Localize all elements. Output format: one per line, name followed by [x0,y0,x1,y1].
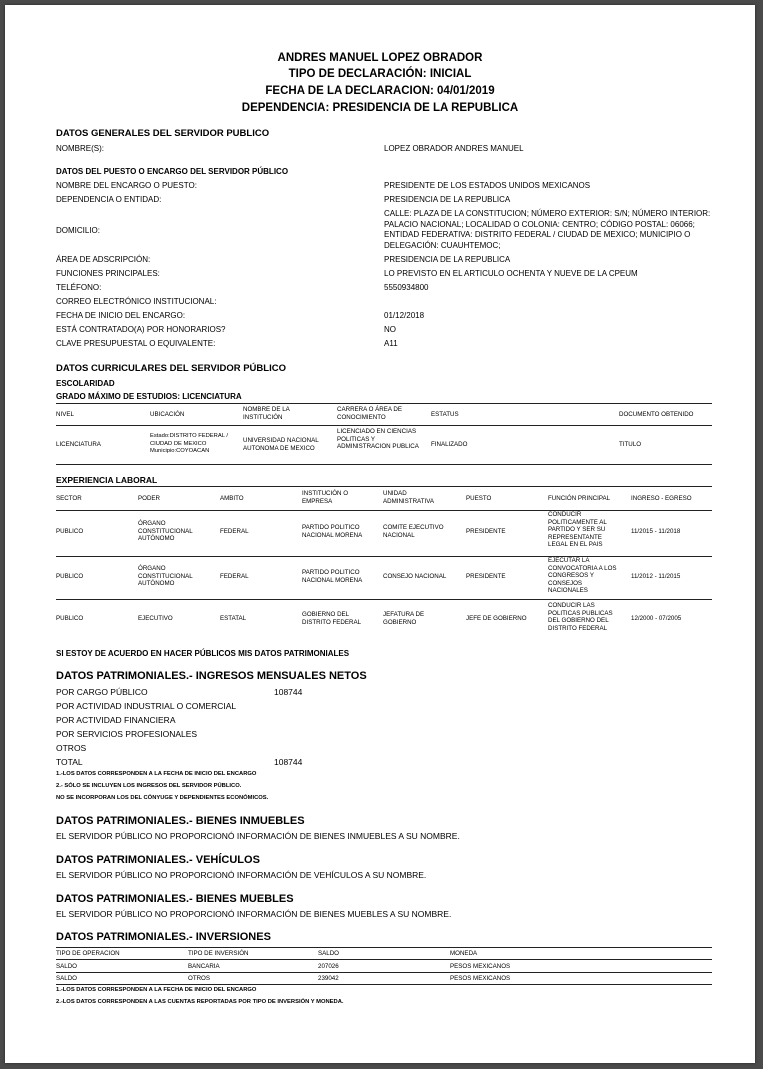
field-value: PRESIDENCIA DE LA REPUBLICA [384,255,511,264]
income-total-value: 108744 [274,757,303,767]
field-value: 5550934800 [384,283,429,292]
column-header: ESTATUS [431,411,459,418]
field-value: NO [384,325,396,334]
column-header: SECTOR [56,495,82,502]
field-value-nombre: LOPEZ OBRADOR ANDRES MANUEL [384,144,524,153]
column-header: CARRERA O ÁREA DE CONOCIMIENTO [337,406,402,421]
table-rule [56,425,712,426]
field-label: NOMBRE DEL ENCARGO O PUESTO: [56,181,197,190]
muebles-text: EL SERVIDOR PÚBLICO NO PROPORCIONÓ INFORMACIÓN DE BIENES MUEBLES A SU NOMBRE. [56,909,452,919]
field-value: PRESIDENTE DE LOS ESTADOS UNIDOS MEXICANOS [384,181,591,190]
grado-maximo: GRADO MÁXIMO DE ESTUDIOS: LICENCIATURA [56,392,242,401]
column-header: DOCUMENTO OBTENIDO [619,411,694,418]
section-title-puesto: DATOS DEL PUESTO O ENCARGO DEL SERVIDOR PÚBLICO [56,167,289,176]
table-cell: SALDO [56,975,77,982]
section-title-experiencia: EXPERIENCIA LABORAL [56,475,158,485]
declaration-page [5,5,755,1063]
field-value: LO PREVISTO EN EL ARTICULO OCHENTA Y NUEVE DE LA CPEUM [384,269,638,278]
table-cell: FEDERAL [220,573,249,580]
field-value: PRESIDENCIA DE LA REPUBLICA [384,195,511,204]
declaration-type: TIPO DE DECLARACIÓN: INICIAL [288,68,472,80]
table-cell: PARTIDO POLITICO NACIONAL MORENA [302,524,363,539]
table-cell: ÓRGANO CONSTITUCIONAL AUTÓNOMO [138,565,193,587]
vehiculos-text: EL SERVIDOR PÚBLICO NO PROPORCIONÓ INFORMACIÓN DE VEHÍCULOS A SU NOMBRE. [56,870,427,880]
inmuebles-text: EL SERVIDOR PÚBLICO NO PROPORCIONÓ INFORMACIÓN DE BIENES INMUEBLES A SU NOMBRE. [56,831,460,841]
table-cell: CONDUCIR LAS POLITICAS PUBLICAS DEL GOBIERNO DEL DISTRITO FEDERAL [548,602,613,632]
section-title-vehiculos: DATOS PATRIMONIALES.- VEHÍCULOS [56,854,260,866]
section-title-inversiones: DATOS PATRIMONIALES.- INVERSIONES [56,931,271,943]
section-title-ingresos: DATOS PATRIMONIALES.- INGRESOS MENSUALES NETOS [56,670,367,682]
table-cell: PUBLICO [56,573,84,580]
footnote: NO SE INCORPORAN LOS DEL CÓNYUGE Y DEPENDIENTES ECONÓMICOS. [56,795,269,801]
table-cell: PRESIDENTE [466,573,506,580]
table-rule [56,972,712,973]
column-header: FUNCIÓN PRINCIPAL [548,495,611,502]
column-header: UBICACIÓN [150,411,185,418]
income-label: POR SERVICIOS PROFESIONALES [56,729,198,739]
table-cell: PUBLICO [56,615,84,622]
table-cell: 11/2015 - 11/2018 [631,528,681,535]
field-label: CORREO ELECTRÓNICO INSTITUCIONAL: [56,297,217,306]
table-cell: EJECUTIVO [138,615,173,622]
table-rule [56,403,712,404]
income-label: POR ACTIVIDAD INDUSTRIAL O COMERCIAL [56,701,237,711]
column-header: SALDO [318,950,339,957]
section-title-generales: DATOS GENERALES DEL SERVIDOR PUBLICO [56,128,270,139]
column-header: INGRESO - EGRESO [631,495,692,502]
field-value-domicilio: CALLE: PLAZA DE LA CONSTITUCION; NÚMERO EXTERIOR: S/N; NÚMERO INTERIOR: PALACIO NACIONAL; LOCALIDAD O COLONIA: CENTRO; CÓDIGO POSTAL: 06066; ENTIDAD FEDERATIVA: DISTRITO FEDERAL / CIUDAD DE MEXICO; MUNICIPIO O DELEGACIÓN: CUAUHTEMOC; [384,209,711,250]
field-label: ÁREA DE ADSCRIPCIÓN: [56,255,151,264]
income-label: POR CARGO PÚBLICO [56,687,148,697]
table-cell: BANCARIA [188,963,220,970]
dependency: DEPENDENCIA: PRESIDENCIA DE LA REPUBLICA [241,102,519,114]
income-label: POR ACTIVIDAD FINANCIERA [56,715,176,725]
field-value: 01/12/2018 [384,311,425,320]
declarant-name: ANDRES MANUEL LOPEZ OBRADOR [277,52,483,64]
table-cell: GOBIERNO DEL DISTRITO FEDERAL [302,611,362,626]
table-cell: 11/2012 - 11/2015 [631,573,681,580]
income-value: 108744 [274,687,303,697]
table-cell: SALDO [56,963,77,970]
column-header: NIVEL [56,411,74,418]
table-rule [56,486,712,487]
column-header: TIPO DE OPERACION [56,950,120,957]
footnote: 2.- SÓLO SE INCLUYEN LOS INGRESOS DEL SERVIDOR PÚBLICO. [56,783,242,789]
footnote: 2.-LOS DATOS CORRESPONDEN A LAS CUENTAS REPORTADAS POR TIPO DE INVERSIÓN Y MONEDA. [56,999,344,1005]
escolaridad-label: ESCOLARIDAD [56,379,115,388]
field-label: TELÉFONO: [56,283,102,292]
table-cell: PESOS MEXICANOS [450,975,511,982]
field-label: ESTÁ CONTRATADO(A) POR HONORARIOS? [56,325,226,334]
field-label: CLAVE PRESUPUESTAL O EQUIVALENTE: [56,339,216,348]
field-label: DEPENDENCIA O ENTIDAD: [56,195,162,204]
income-total-label: TOTAL [56,757,83,767]
income-label: OTROS [56,743,87,753]
field-label: FECHA DE INICIO DEL ENCARGO: [56,311,186,320]
table-rule [56,959,712,960]
column-header: AMBITO [220,495,244,502]
section-title-curriculares: DATOS CURRICULARES DEL SERVIDOR PÚBLICO [56,363,286,374]
table-cell: ÓRGANO CONSTITUCIONAL AUTÓNOMO [138,520,193,542]
table-cell: TITULO [619,441,642,448]
field-label: DOMICILIO: [56,226,101,235]
field-label: FUNCIONES PRINCIPALES: [56,269,160,278]
table-cell: 207026 [318,963,339,970]
field-label-nombre: NOMBRE(S): [56,144,104,153]
table-cell: LICENCIATURA [56,441,101,448]
table-cell: PUBLICO [56,528,84,535]
footnote: 1.-LOS DATOS CORRESPONDEN A LA FECHA DE INICIO DEL ENCARGO [56,987,257,993]
table-cell: JEFE DE GOBIERNO [466,615,527,622]
table-rule [56,984,712,985]
footnote: 1.-LOS DATOS CORRESPONDEN A LA FECHA DE INICIO DEL ENCARGO [56,771,257,777]
column-header: TIPO DE INVERSIÓN [188,950,249,957]
column-header: MONEDA [450,950,478,957]
table-cell: UNIVERSIDAD NACIONAL AUTONOMA DE MEXICO [243,437,319,452]
table-cell: LICENCIADO EN CIENCIAS POLITICAS Y ADMINISTRACION PUBLICA [337,428,419,450]
table-cell: OTROS [188,975,211,982]
table-cell: JEFATURA DE GOBIERNO [383,611,425,626]
table-cell: 12/2000 - 07/2005 [631,615,682,622]
table-cell: ESTATAL [220,615,247,622]
table-cell: PARTIDO POLITICO NACIONAL MORENA [302,569,363,584]
table-cell: Estado:DISTRITO FEDERAL / CIUDAD DE MEXICO Municipio:COYOACAN [150,433,228,454]
table-cell: FEDERAL [220,528,249,535]
column-header: PUESTO [466,495,492,502]
table-cell: COMITE EJECUTIVO NACIONAL [383,524,444,539]
declaration-date: FECHA DE LA DECLARACION: 04/01/2019 [265,85,495,97]
consent-statement: SI ESTOY DE ACUERDO EN HACER PÚBLICOS MIS DATOS PATRIMONIALES [56,649,350,658]
table-cell: 239042 [318,975,339,982]
column-header: INSTITUCIÓN O EMPRESA [302,490,349,505]
table-rule [56,947,712,948]
column-header: NOMBRE DE LA INSTITUCIÓN [243,406,290,421]
table-cell: EJECUTAR LA CONVOCATORIA A LOS CONGRESOS Y CONSEJOS NACIONALES [548,557,617,594]
column-header: UNIDAD ADMINISTRATIVA [383,490,434,505]
section-title-muebles: DATOS PATRIMONIALES.- BIENES MUEBLES [56,893,294,905]
table-rule [56,599,712,600]
table-cell: PRESIDENTE [466,528,506,535]
column-header: PODER [138,495,161,502]
table-cell: FINALIZADO [431,441,468,448]
table-cell: PESOS MEXICANOS [450,963,511,970]
section-title-inmuebles: DATOS PATRIMONIALES.- BIENES INMUEBLES [56,815,305,827]
field-value: A11 [384,339,398,348]
table-cell: CONDUCIR POLITICAMENTE AL PARTIDO Y SER SU REPRESENTANTE LEGAL EN EL PAIS [548,511,607,548]
table-cell: CONSEJO NACIONAL [383,573,447,580]
table-rule [56,464,712,465]
